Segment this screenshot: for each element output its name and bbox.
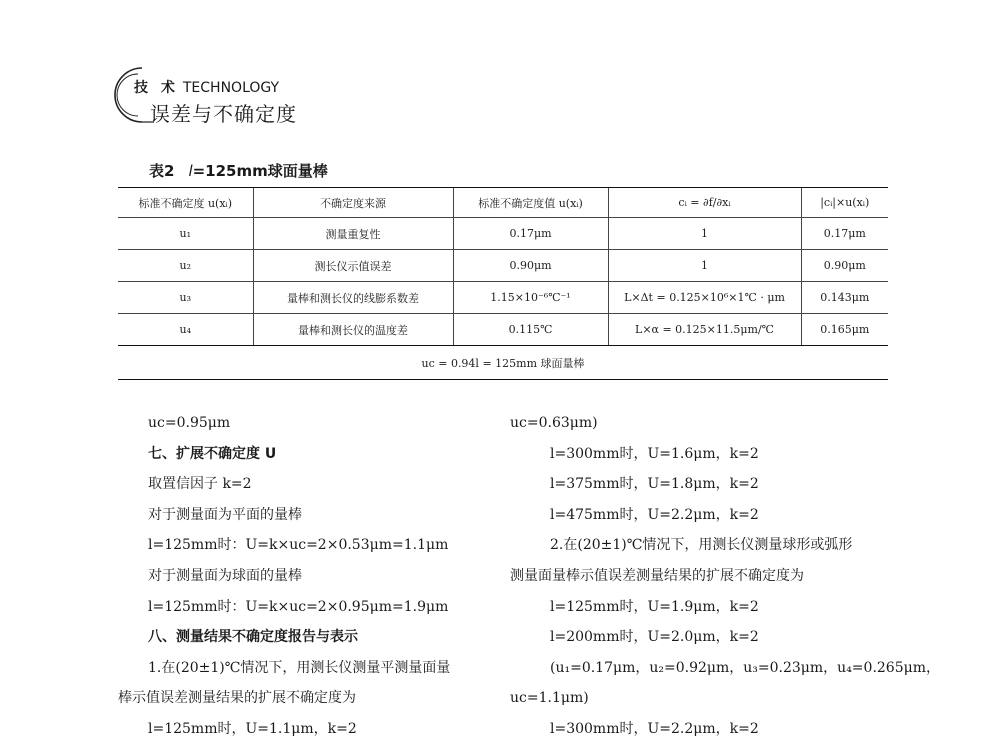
paragraph-line: 测量面量棒示值误差测量结果的扩展不确定度为: [510, 567, 804, 584]
table-row: [118, 282, 888, 314]
paragraph-line: l=300mm时，U=1.6μm，k=2: [550, 445, 759, 462]
paragraph-line: 2.在(20±1)℃情况下，用测长仪测量球形或弧形: [550, 537, 853, 554]
table-title: =125mm球面量棒: [192, 162, 328, 180]
paragraph-line: l=125mm时，U=1.1μm，k=2: [148, 720, 357, 737]
paragraph-line: l=125mm时：U=k×uc=2×0.53μm=1.1μm: [148, 537, 449, 554]
table-row: [118, 314, 888, 346]
table-cell: 0.115℃: [453, 314, 608, 346]
table-header: 标准不确定度值 u(xᵢ): [453, 188, 608, 218]
section-label-en: TECHNOLOGY: [182, 80, 280, 96]
column-title: 误差与不确定度: [150, 102, 297, 126]
table-cell: 量棒和测长仪的线膨系数差: [253, 282, 453, 314]
table-cell: L×α = 0.125×11.5μm/℃: [608, 314, 801, 346]
table-cell: 1: [608, 250, 801, 282]
table-cell: 测量重复性: [253, 218, 453, 250]
table-cell: 0.17μm: [801, 218, 888, 250]
uncertainty-table: [118, 187, 888, 380]
table-caption: [149, 160, 328, 181]
left-column: [118, 408, 498, 745]
paragraph-line: l=375mm时，U=1.8μm，k=2: [550, 476, 759, 493]
paragraph-line: l=200mm时，U=2.0μm，k=2: [550, 629, 759, 646]
paragraph-line: 对于测量面为球面的量棒: [148, 567, 302, 584]
table-cell: u₂: [118, 250, 253, 282]
paragraph-line: l=475mm时，U=2.2μm，k=2: [550, 506, 759, 523]
table-number: 表2: [149, 162, 175, 180]
table-cell: 0.90μm: [453, 250, 608, 282]
section-logo: [112, 64, 352, 128]
table-cell: 1: [608, 218, 801, 250]
table-cell: u₁: [118, 218, 253, 250]
paragraph-line: 棒示值误差测量结果的扩展不确定度为: [118, 690, 356, 707]
paragraph-line: l=300mm时，U=2.2μm，k=2: [550, 720, 759, 737]
paragraph-line: uc=0.63μm): [510, 415, 598, 431]
section-heading-7: 七、扩展不确定度 U: [148, 445, 277, 462]
section-heading: [134, 77, 279, 97]
section-heading-8: 八、测量结果不确定度报告与表示: [148, 629, 358, 646]
paragraph-line: uc=0.95μm: [148, 415, 231, 431]
paragraph-line: 1.在(20±1)℃情况下，用测长仪测量平测量面量: [148, 659, 451, 676]
paragraph-line: 取置信因子 k=2: [148, 476, 252, 493]
table-row: [118, 250, 888, 282]
table-cell: 0.165μm: [801, 314, 888, 346]
paragraph-line: 对于测量面为平面的量棒: [148, 506, 302, 523]
table-footer: uc = 0.94l = 125mm 球面量棒: [118, 346, 888, 380]
table-header: |cᵢ|×u(xᵢ): [801, 188, 888, 218]
paragraph-line: l=125mm时：U=k×uc=2×0.95μm=1.9μm: [148, 598, 449, 615]
table-header: 不确定度来源: [253, 188, 453, 218]
table-header: cᵢ = ∂f/∂xᵢ: [608, 188, 801, 218]
paragraph-line: l=125mm时，U=1.9μm，k=2: [550, 598, 759, 615]
table-cell: 0.17μm: [453, 218, 608, 250]
table-footer-row: [118, 346, 888, 380]
table-cell: 测长仪示值误差: [253, 250, 453, 282]
table-header-row: [118, 188, 888, 218]
table-cell: u₄: [118, 314, 253, 346]
table-header: 标准不确定度 u(xᵢ): [118, 188, 253, 218]
right-column: [510, 408, 940, 745]
table-cell: 量棒和测长仪的温度差: [253, 314, 453, 346]
table-cell: 0.90μm: [801, 250, 888, 282]
table-title-var: l: [188, 162, 193, 180]
table-cell: L×Δt = 0.125×10⁶×1℃ · μm: [608, 282, 801, 314]
table-row: [118, 218, 888, 250]
section-label-cn: 技 术: [134, 80, 179, 96]
paragraph-line: (u₁=0.17μm，u₂=0.92μm，u₃=0.23μm，u₄=0.265μm，: [550, 659, 940, 676]
table-cell: 0.143μm: [801, 282, 888, 314]
paragraph-line: uc=1.1μm): [510, 690, 589, 707]
table-cell: 1.15×10⁻⁶℃⁻¹: [453, 282, 608, 314]
table-cell: u₃: [118, 282, 253, 314]
